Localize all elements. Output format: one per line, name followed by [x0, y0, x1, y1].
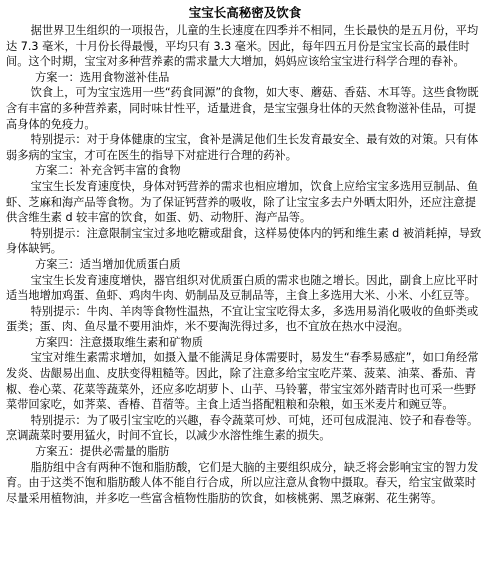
section-heading-plan-5: 方案五：提供必需量的脂肪 — [35, 445, 170, 459]
tip-plan-3: 特别提示：牛肉、羊肉等食物性温热，不宜让宝宝吃得太多，多选用易消化吸收的鱼虾类或蛋类；蛋、肉、鱼尽量不要用油炸，米不要淘洗得过多，也不宜放在热水中浸泡。 — [6, 304, 479, 334]
paragraph-plan-4: 宝宝对维生素需求增加，如摄入量不能满足身体需要时，易发生“春季易感症”，如口角经常发炎、齿龈易出血、皮肤变得粗糙等。因此，除了注意多给宝宝吃芹菜、菠菜、油菜、番茄、青椒、卷心菜、花菜等蔬菜外，还应多吃胡萝卜、山芋、马铃薯，带宝宝郊外踏青时也可采一些野菜带回家吃，如荠菜、香椿、苜蓿等。主食上适当搭配粗粮和杂粮，如玉米麦片和豌豆等。 — [6, 351, 479, 412]
tip-plan-2: 特别提示：注意限制宝宝过多地吃糖或甜食，这样易使体内的钙和维生素 d 被消耗掉，导致身体缺钙。 — [6, 226, 482, 256]
article-body — [6, 23, 484, 506]
tip-plan-1: 特别提示：对于身体健康的宝宝，食补是满足他们生长发育最安全、最有效的对策。只有体弱多病的宝宝，才可在医生的指导下对症进行合理的药补。 — [6, 133, 479, 162]
paragraph-plan-5: 脂肪组中含有两种不饱和脂肪酸，它们是大脑的主要组织成分，缺乏将会影响宝宝的智力发育。由于这类不饱和脂肪酸人体不能自行合成，所以应注意从食物中摄取。春天，给宝宝做菜时尽量采用植物油，并多吃一些富含植物性脂肪的饮食，如核桃粥、黑芝麻粥、花生粥等。 — [6, 460, 479, 505]
section-heading-plan-1: 方案一：选用食物滋补佳品 — [35, 70, 170, 84]
paragraph-plan-2: 宝宝生长发育速度快，身体对钙营养的需求也相应增加，饮食上应给宝宝多选用豆制品、鱼虾、芝麻和海产品等食物。为了保证钙营养的吸收，除了让宝宝多去户外晒太阳外，还应注意提供含维生素 d 较丰富的饮食，如蛋、奶、动物肝、海产品等。 — [6, 179, 479, 225]
section-heading-plan-2: 方案二：补充含钙丰富的食物 — [35, 164, 181, 178]
section-heading-plan-3: 方案三：适当增加优质蛋白质 — [35, 257, 181, 271]
section-heading-plan-4: 方案四：注意摄取维生素和矿物质 — [35, 335, 203, 349]
article-title: 宝宝长高秘密及饮食 — [188, 5, 302, 20]
tip-plan-4: 特别提示：为了吸引宝宝吃的兴趣，春令蔬菜可炒、可炖，还可包成混沌、饺子和春卷等。烹调蔬菜时要用猛火，时间不宜长，以减少水溶性维生素的损失。 — [6, 413, 479, 443]
paragraph-plan-3: 宝宝生长发育速度增快，器官组织对优质蛋白质的需求也随之增长。因此，副食上应比平时适当地增加鸡蛋、鱼虾、鸡肉牛肉、奶制品及豆制品等，主食上多选用大米、小米、小红豆等。 — [6, 273, 479, 303]
paragraph-plan-1: 饮食上，可为宝宝选用一些“药食同源”的食物，如大枣、蘑菇、香菇、木耳等。这些食物既含有丰富的多种营养素，同时味甘性平，适量进食，是宝宝强身壮体的天然食物滋补佳品，可提高身体的免疫力。 — [6, 86, 479, 131]
paragraph-intro: 据世界卫生组织的一项报告，儿童的生长速度在四季并不相同，生长最快的是五月份，平均达 7.3 毫米，十月份长得最慢，平均只有 3.3 毫米。因此，每年四五月份是宝宝长高的最佳时间。这个时期，宝宝对多种营养素的需求量大大增加，妈妈应该给宝宝进行科学合理的春补。 — [6, 24, 479, 69]
